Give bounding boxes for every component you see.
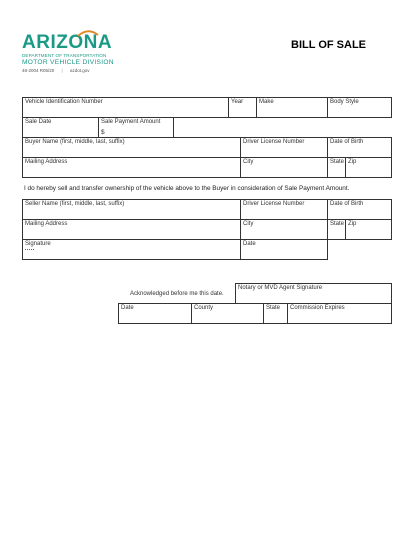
commission-expires-field[interactable]	[287, 303, 392, 324]
seller-name-field[interactable]	[22, 199, 241, 220]
logo-division: MOTOR VEHICLE DIVISION	[22, 58, 114, 66]
notary-county-label: County	[194, 305, 214, 311]
seller-date-label: Date	[243, 241, 256, 247]
seller-dob-field[interactable]	[327, 199, 392, 220]
buyer-license-label: Driver License Number	[243, 139, 305, 145]
seller-address-label: Mailing Address	[25, 221, 68, 227]
sale-date-label: Sale Date	[25, 119, 52, 125]
buyer-city-label: City	[243, 159, 254, 165]
make-label: Make	[259, 99, 274, 105]
form-identifier	[22, 68, 96, 73]
buyer-state-field[interactable]	[327, 157, 346, 178]
buyer-zip-field[interactable]	[345, 157, 392, 178]
body-style-label: Body Style	[330, 99, 359, 105]
buyer-dob-field[interactable]	[327, 137, 392, 158]
seller-zip-label: Zip	[348, 221, 357, 227]
buyer-name-label: Buyer Name (first, middle, last, suffix)	[25, 139, 125, 145]
seller-signature-field[interactable]	[22, 239, 241, 260]
seller-address-field[interactable]	[22, 219, 241, 240]
website: azdot.gov	[69, 68, 90, 73]
seller-signature-label: Signature	[25, 241, 51, 247]
acknowledged-text: Acknowledged before me this date.	[130, 291, 224, 297]
notary-signature-label: Notary or MVD Agent Signature	[238, 285, 323, 291]
make-field[interactable]	[256, 97, 328, 118]
seller-state-field[interactable]	[327, 219, 346, 240]
separator: |	[61, 68, 63, 73]
notary-date-field[interactable]	[118, 303, 192, 324]
document-title: BILL OF SALE	[291, 39, 366, 51]
transfer-statement: I do hereby sell and transfer ownership of the vehicle above to the Buyer in consideration of Sale Payment Amount.	[24, 185, 350, 192]
buyer-address-field[interactable]	[22, 157, 241, 178]
vin-label: Vehicle Identification Number	[25, 99, 103, 105]
year-label: Year	[231, 99, 244, 105]
buyer-name-field[interactable]	[22, 137, 241, 158]
seller-zip-field[interactable]	[345, 219, 392, 240]
dollar-sign: $	[101, 129, 105, 136]
logo-wordmark: ARIZONA	[22, 32, 113, 53]
buyer-state-label: State	[330, 159, 345, 165]
seller-dob-label: Date of Birth	[330, 201, 364, 207]
seller-state-label: State	[330, 221, 345, 227]
buyer-zip-label: Zip	[348, 159, 357, 165]
logo-department: DEPARTMENT OF TRANSPORTATION	[22, 53, 107, 58]
buyer-city-field[interactable]	[240, 157, 328, 178]
body-style-field[interactable]	[327, 97, 392, 118]
year-field[interactable]	[228, 97, 257, 118]
commission-expires-label: Commission Expires	[290, 305, 345, 311]
vin-field[interactable]	[22, 97, 229, 118]
seller-city-label: City	[243, 221, 254, 227]
notary-signature-field[interactable]	[235, 283, 392, 304]
sale-date-field[interactable]	[22, 117, 99, 138]
form-number: 48-2004 R05/20	[22, 68, 55, 73]
sale-amount-field[interactable]	[98, 117, 174, 138]
buyer-dob-label: Date of Birth	[330, 139, 364, 145]
logo-swoosh-icon	[77, 29, 99, 37]
notary-state-label: State	[266, 305, 281, 311]
seller-city-field[interactable]	[240, 219, 328, 240]
sale-amount-label: Sale Payment Amount	[101, 119, 161, 125]
notary-state-field[interactable]	[263, 303, 288, 324]
spellcheck-underline	[25, 248, 34, 250]
notary-date-label: Date	[121, 305, 134, 311]
seller-date-field[interactable]	[240, 239, 328, 260]
seller-name-label: Seller Name (first, middle, last, suffix)	[25, 201, 125, 207]
seller-license-field[interactable]	[240, 199, 328, 220]
adot-logo	[22, 33, 124, 67]
buyer-address-label: Mailing Address	[25, 159, 68, 165]
notary-county-field[interactable]	[191, 303, 264, 324]
seller-license-label: Driver License Number	[243, 201, 305, 207]
buyer-license-field[interactable]	[240, 137, 328, 158]
